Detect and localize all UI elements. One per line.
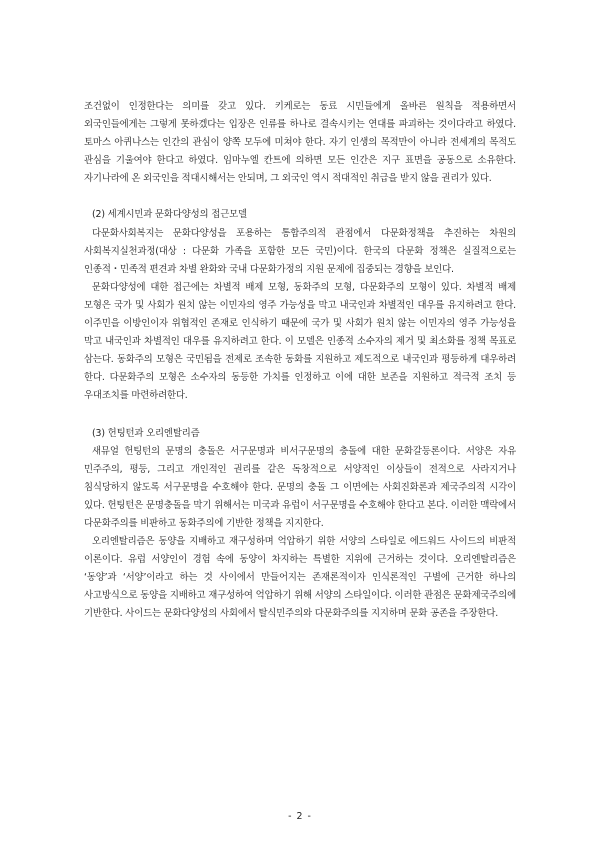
section-heading-2: (2) 세계시민과 문화다양성의 접근모델 [92, 209, 247, 221]
section3-paragraph-2: 오리엔탈리즘은 동양을 지배하고 재구성하며 억압하기 위한 서양의 스타일로 에드워드 사이드의 비판적 이론이다. 유럽 서양인이 경험 속에 동양이 차지하는 특별한 지위에 근거하는 것이다. 오리엔탈리즘은 ‘동양’과 ‘서양’이라고 하는 것 사이에서 만들어지는 존재론적이자 인식론적인 구별에 근거한 하나의 사고방식으로 동양을 지배하고 재구성하여 억압하기 위해 서양의 스타일이다. 이러한 관점은 문화제국주의에 기반한다. 사이드는 문화다양성의 사회에서 탈식민주의와 다문화주의를 지지하며 문화 공존을 주장한다. [84, 536, 516, 620]
section-heading-3: (3) 헌팅턴과 오리엔탈리즘 [92, 427, 200, 439]
section2-paragraph-1: 다문화사회복지는 문화다양성을 포용하는 통합주의적 관점에서 다문화정책을 추진하는 차원의 사회복지실천과정(대상 : 다문화 가족을 포함한 모든 국민)이다. 한국의 다문화 정책은 실질적으로는 인종적・민족적 편견과 차별 완화와 국내 다문화가정의 지원 문제에 집중되는 경향을 보인다. [84, 227, 516, 275]
section2-paragraph-2: 문화다양성에 대한 접근에는 차별적 배제 모형, 동화주의 모형, 다문화주의 모형이 있다. 차별적 배제 모형은 국가 및 사회가 원치 않는 이민자의 영주 가능성을 막고 내국인과 차별적인 대우를 유지하려고 한다. 이주민을 이방인이자 위협적인 존재로 인식하기 때문에 국가 및 사회가 원치 않는 이민자의 영주 가능성을 막고 내국인과 차별적인 대우를 유지하려고 한다. 이 모델은 인종적 소수자의 제거 및 최소화를 정책 목표로 삼는다. 동화주의 모형은 국민됨을 전제로 조속한 동화를 지원하고 제도적으로 내국인과 평등하게 대우하려 한다. 다문화주의 모형은 소수자의 동등한 가치를 인정하고 이에 대한 보존을 지원하고 적극적 조치 등 우대조치를 마련하려한다. [84, 281, 516, 402]
intro-paragraph: 조건없이 인정한다는 의미를 갖고 있다. 키케로는 동료 시민들에게 올바른 원칙을 적용하면서 외국인들에게는 그렇게 못하겠다는 입장은 인류를 하나로 결속시키는 연대를 파괴하는 것이다라고 하였다. 토마스 아퀴나스는 인간의 관심이 양쪽 모두에 미쳐야 한다. 자기 인생의 목적만이 아니라 전세계의 목적도 관심을 기울여야 한다고 하였다. 임마누엘 칸트에 의하면 모든 인간은 지구 표면을 공동으로 소유한다. 자기나라에 온 외국인을 적대시해서는 안되며, 그 외국인 역시 적대적인 취급을 받지 않을 권리가 있다. [84, 101, 516, 185]
section3-paragraph-1: 새뮤얼 헌팅턴의 문명의 충돌은 서구문명과 비서구문명의 충돌에 대한 문화갈등론이다. 서양은 자유 민주주의, 평등, 그리고 개인적인 권리를 같은 독창적으로 서양적인 이상들이 전적으로 사라지거나 침식당하지 않도록 서구문명을 수호해야 한다. 문명의 충돌 그 이면에는 사회진화론과 제국주의적 시각이 있다. 헌팅턴은 문명충돌을 막기 위해서는 미국과 유럽이 서구문명을 수호해야 한다고 본다. 이러한 맥락에서 다문화주의를 비판하고 동화주의에 기반한 정책을 지지한다. [84, 445, 516, 529]
page-number: - 2 - [288, 811, 312, 822]
document-body [84, 98, 516, 624]
